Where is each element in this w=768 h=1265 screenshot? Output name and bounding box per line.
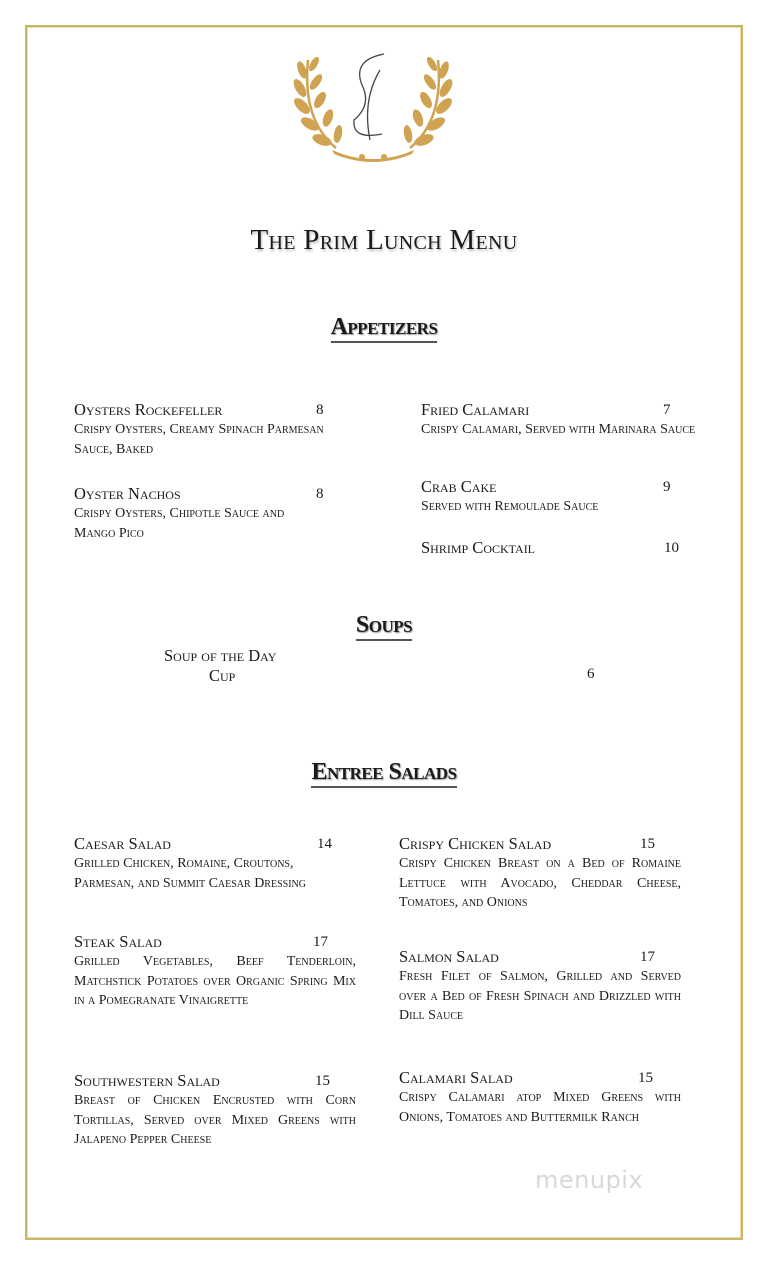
item-name bbox=[74, 834, 356, 854]
soup-price: 6 bbox=[587, 666, 595, 682]
menu-item bbox=[399, 1068, 681, 1127]
menu-title: The Prim Lunch Menu bbox=[250, 224, 518, 256]
item-description: Crispy Oysters, Creamy Spinach Parmesan Sauce, Baked bbox=[74, 422, 324, 457]
menu-item bbox=[74, 484, 356, 543]
item-name bbox=[74, 400, 356, 420]
item-name bbox=[74, 932, 356, 952]
item-description: Fresh Filet of Salmon, Grilled and Served over a Bed of Fresh Spinach and Drizzled with Dill Sauce bbox=[399, 969, 681, 1023]
item-name-text: Southwestern Salad bbox=[74, 1071, 220, 1090]
entree-salads-heading-text: Entree Salads bbox=[311, 759, 456, 788]
item-price: 9 bbox=[663, 479, 671, 495]
item-name bbox=[421, 400, 721, 420]
laurel-wreath-logo bbox=[292, 40, 454, 165]
item-name bbox=[74, 1071, 356, 1091]
item-name-text: Crispy Chicken Salad bbox=[399, 834, 552, 853]
item-price: 17 bbox=[640, 949, 655, 965]
appetizers-heading-text: Appetizers bbox=[331, 314, 438, 343]
item-description: Breast of Chicken Encrusted with Corn Tortillas, Served over Mixed Greens with Jalapeno Pepper Cheese bbox=[74, 1093, 356, 1147]
item-name-text: Shrimp Cocktail bbox=[421, 538, 536, 557]
item-name bbox=[399, 834, 681, 854]
menu-item bbox=[399, 834, 681, 913]
item-name-text: Caesar Salad bbox=[74, 834, 171, 853]
item-price: 8 bbox=[316, 402, 324, 418]
item-name-text: Salmon Salad bbox=[399, 947, 499, 966]
item-price: 8 bbox=[316, 486, 324, 502]
item-price: 7 bbox=[663, 402, 671, 418]
item-name bbox=[421, 477, 721, 497]
item-price: 14 bbox=[317, 836, 332, 852]
menu-item bbox=[74, 834, 356, 893]
soups-heading-text: Soups bbox=[356, 612, 412, 641]
item-price: 15 bbox=[640, 836, 655, 852]
item-price: 15 bbox=[315, 1073, 330, 1089]
item-description: Grilled Chicken, Romaine, Croutons, Parmesan, and Summit Caesar Dressing bbox=[74, 856, 306, 891]
item-price: 10 bbox=[664, 540, 679, 556]
soup-size: Cup bbox=[209, 666, 236, 685]
menu-item bbox=[399, 947, 681, 1026]
item-description: Served with Remoulade Sauce bbox=[421, 499, 599, 514]
item-name bbox=[74, 484, 356, 504]
item-name bbox=[399, 947, 681, 967]
item-name bbox=[399, 1068, 681, 1088]
watermark: menupix bbox=[535, 1166, 644, 1194]
soup-name: Soup of the Day bbox=[164, 646, 277, 665]
entree-salads-heading bbox=[0, 759, 768, 786]
item-price: 17 bbox=[313, 934, 328, 950]
item-name-text: Steak Salad bbox=[74, 932, 162, 951]
item-description: Grilled Vegetables, Beef Tenderloin, Matchstick Potatoes over Organic Spring Mix in a Pomegranate Vinaigrette bbox=[74, 954, 356, 1008]
menu-item bbox=[421, 477, 721, 517]
soups-heading bbox=[0, 612, 768, 639]
item-name-text: Crab Cake bbox=[421, 477, 497, 496]
item-description: Crispy Oysters, Chipotle Sauce and Mango Pico bbox=[74, 506, 285, 541]
menu-item bbox=[74, 1071, 356, 1150]
menu-item bbox=[421, 400, 721, 440]
item-price: 15 bbox=[638, 1070, 653, 1086]
item-description: Crispy Chicken Breast on a Bed of Romaine Lettuce with Avocado, Cheddar Cheese, Tomatoes, and Onions bbox=[399, 856, 681, 910]
item-name-text: Oysters Rockefeller bbox=[74, 400, 223, 419]
item-name-text: Calamari Salad bbox=[399, 1068, 513, 1087]
item-name bbox=[421, 538, 703, 558]
menu-item bbox=[74, 932, 356, 1011]
item-description: Crispy Calamari atop Mixed Greens with Onions, Tomatoes and Buttermilk Ranch bbox=[399, 1090, 681, 1125]
item-description: Crispy Calamari, Served with Marinara Sauce bbox=[421, 422, 696, 437]
menu-item bbox=[74, 400, 356, 459]
appetizers-heading bbox=[0, 314, 768, 341]
item-name-text: Fried Calamari bbox=[421, 400, 530, 419]
menu-item bbox=[421, 538, 703, 558]
item-name-text: Oyster Nachos bbox=[74, 484, 181, 503]
